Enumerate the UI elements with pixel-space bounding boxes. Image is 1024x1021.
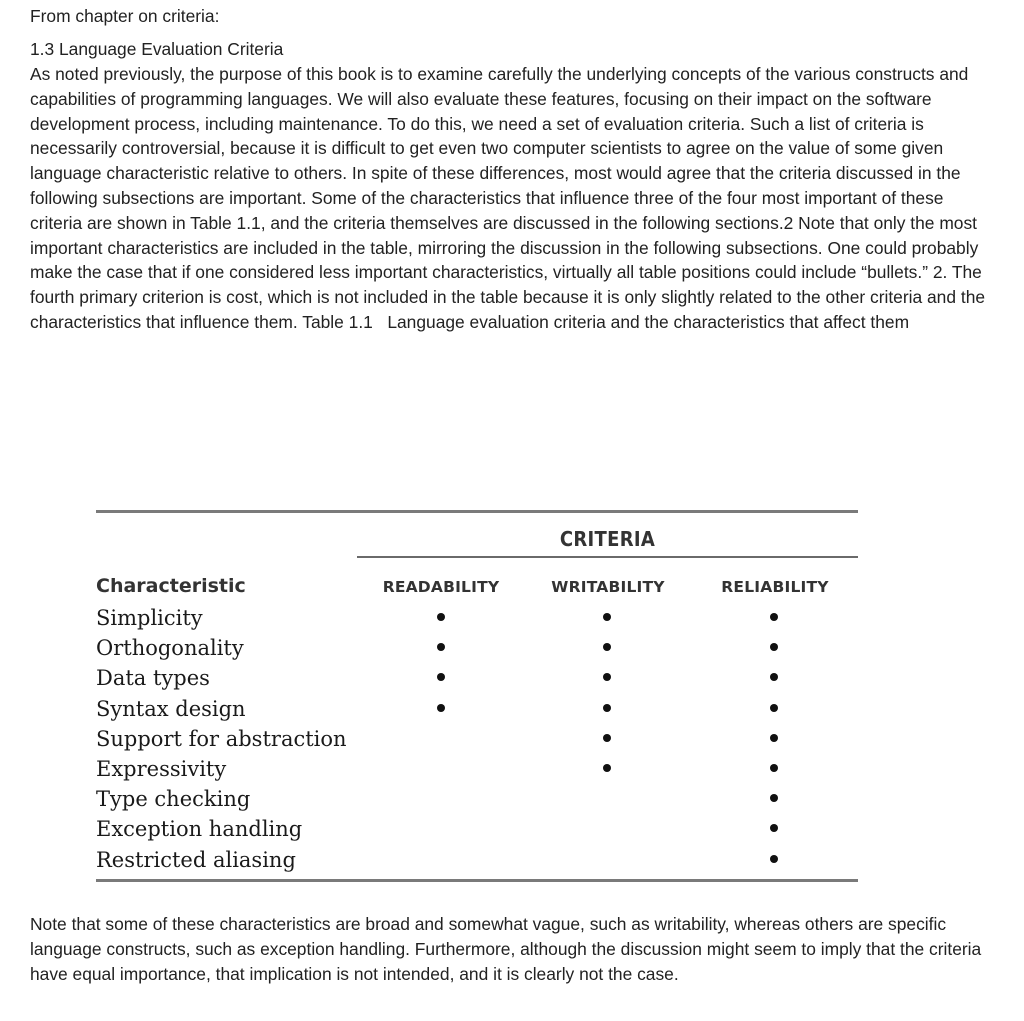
readability-bullet [437, 643, 445, 651]
reliability-bullet [770, 613, 778, 621]
criteria-heading: CRITERIA [559, 527, 656, 551]
column-header-writability: WRITABILITY [551, 578, 665, 596]
characteristic-name: Simplicity [96, 606, 203, 630]
table-row [96, 663, 858, 693]
table-bottom-rule [96, 879, 858, 882]
reliability-bullet [770, 673, 778, 681]
reliability-bullet [770, 734, 778, 742]
table-row [96, 784, 858, 814]
writability-bullet [603, 764, 611, 772]
reliability-bullet [770, 824, 778, 832]
table-row [96, 814, 858, 844]
table-row [96, 694, 858, 724]
reliability-bullet [770, 855, 778, 863]
table-row [96, 724, 858, 754]
table-top-rule [96, 510, 858, 513]
reliability-bullet [770, 704, 778, 712]
section-title: 1.3 Language Evaluation Criteria [30, 39, 284, 59]
characteristic-name: Syntax design [96, 696, 246, 721]
writability-bullet [603, 673, 611, 681]
table-row [96, 754, 858, 784]
table-row [96, 633, 858, 663]
readability-bullet [437, 704, 445, 712]
table-row [96, 603, 858, 633]
reliability-bullet [770, 764, 778, 772]
characteristic-name: Type checking [96, 787, 251, 812]
column-header-reliability: RELIABILITY [721, 578, 829, 596]
table-body [96, 603, 858, 875]
characteristic-name: Support for abstraction [96, 726, 347, 751]
characteristic-heading: Characteristic [96, 575, 246, 597]
characteristic-name: Restricted aliasing [96, 847, 296, 872]
readability-bullet [437, 613, 445, 621]
writability-bullet [603, 613, 611, 621]
characteristic-name: Data types [96, 666, 210, 691]
characteristic-name: Orthogonality [96, 636, 244, 661]
writability-bullet [603, 734, 611, 742]
writability-bullet [603, 704, 611, 712]
table-row [96, 845, 858, 875]
characteristic-name: Exception handling [96, 817, 303, 842]
criteria-underline-rule [357, 556, 858, 558]
characteristic-name: Expressivity [96, 756, 227, 781]
writability-bullet [603, 643, 611, 651]
reliability-bullet [770, 643, 778, 651]
column-header-readability: READABILITY [382, 578, 500, 596]
reliability-bullet [770, 794, 778, 802]
intro-line: From chapter on criteria: [30, 6, 220, 26]
body-paragraph: As noted previously, the purpose of this book is to examine carefully the underlying concepts of the various constructs and capabilities of programming languages. We will also evaluate these features, focusing on their impact on the software development process, including maintenance. To do this, we need a set of evaluation criteria. Such a list of criteria is necessarily controversial, because it is difficult to get even two computer scientists to agree on the value of some given language characteristic relative to others. In spite of these differences, most would agree that the criteria discussed in the following subsections are important. Some of the characteristics that influence three of the four most important of these criteria are shown in Table 1.1, and the criteria themselves are discussed in the following sections.2 Note that only the most important characteristics are included in the table, mirroring the discussion in the following subsections. One could probably make the case that if one considered less important characteristics, virtually all table positions could include “bullets.” 2. The fourth primary criterion is cost, which is not included in the table because it is only slightly related to the other criteria and the characteristics that influence them. Table 1.1 Language evaluation criteria and the characteristics that affect them [30, 64, 986, 332]
readability-bullet [437, 673, 445, 681]
closing-paragraph: Note that some of these characteristics are broad and somewhat vague, such as writability, whereas others are specific language constructs, such as exception handling. Furthermore, although the discussion might seem to imply that the criteria have equal importance, that implication is not intended, and it is clearly not the case. [30, 914, 982, 984]
